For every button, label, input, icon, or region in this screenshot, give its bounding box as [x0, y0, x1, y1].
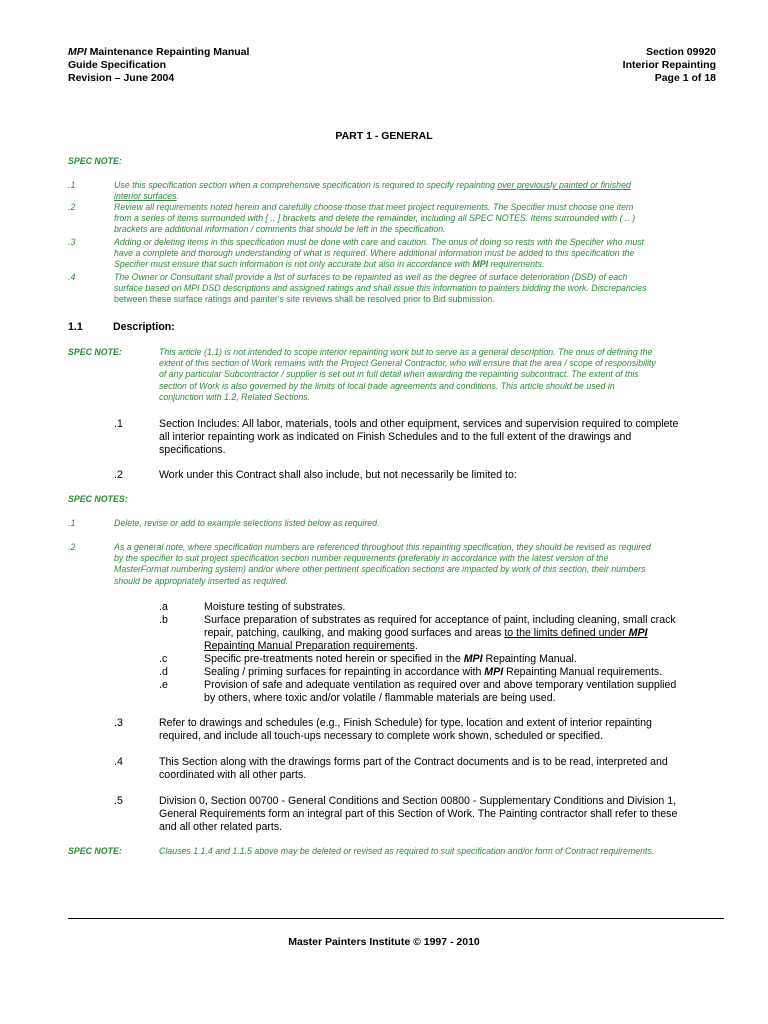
clause-text: Section Includes: All labor, materials, tools and other equipment, services and supervision required to complete all interior repainting work as indicated on Finish Schedules and to the full extent of the drawings and specifications.	[159, 418, 679, 457]
section-number: 1.1	[68, 321, 83, 333]
header-left	[68, 46, 249, 85]
header-page: Page 1 of 18	[654, 72, 716, 84]
sub-item-letter: .a	[159, 601, 168, 613]
spec-note-label: SPEC NOTE:	[68, 156, 122, 166]
spec-note-num: .3	[68, 237, 76, 247]
header-section: Section 09920	[645, 46, 716, 58]
header-section-title: Interior Repainting	[622, 59, 716, 71]
clause-number: .5	[114, 795, 123, 807]
section-title: Description:	[113, 321, 175, 333]
sub-item-text: Moisture testing of substrates.	[204, 601, 346, 613]
spec-note-item: The Owner or Consultant shall provide a list of surfaces to be repainted as well as the degree of surface deterioration (DSD) of each surface based on MPI DSD descriptions and assigned ratings and shall issue this information to painters bidding the work. Discrepancies between these surface ratings and painter's site reviews shall be resolved prior to Bid submission.	[114, 272, 647, 305]
spec-note-item: Adding or deleting items in this specification must be done with care and caution. The onus of doing so rests with the Specifier who must have a complete and thorough understanding of what is required. Where additional information must be added to this specification the Specifier must ensure that such information is not only accurate but also in accordance with MPI requirements.	[114, 237, 645, 270]
sub-item-text: Provision of safe and adequate ventilation as required over and above temporary ventilation supplied by others, where toxic and/or volatile / flammable materials are being used.	[204, 679, 677, 705]
sub-item-letter: .e	[159, 679, 168, 691]
spec-note-item: Use this specification section when a comprehensive specification is required to specify repainting over previously painted or finished interior surfaces.	[114, 180, 631, 202]
spec-note-text: This article (1.1) is not intended to scope interior repainting work but to serve as a general description. The onus of defining the extent of this section of Work remains with the Project General Contractor, who will ensure that the area / scope of responsibility of any particular Subcontractor / supplier is set out in full detail when awarding the repainting subcontract. The extent of this section of Work is also governed by the limits of local trade agreements and conditions. This article should be used in conjunction with 1.2, Related Sections.	[159, 347, 656, 402]
clause-number: .2	[114, 469, 123, 481]
spec-note-num: .1	[68, 180, 76, 190]
spec-note-label: SPEC NOTE:	[68, 347, 122, 357]
header-mpi: MPI	[68, 46, 87, 58]
sub-item-letter: .c	[159, 653, 168, 665]
sub-item-letter: .d	[159, 666, 168, 678]
header-manual-title: Maintenance Repainting Manual	[86, 46, 250, 58]
sub-item-text: Sealing / priming surfaces for repainting in accordance with MPI Repainting Manual requirements.	[204, 666, 663, 678]
spec-note-item: Review all requirements noted herein and carefully choose those that meet project requirements. The Specifier must choose one item from a series of items surrounded with [ .. ] brackets and delete the remainder, including all SPEC NOTES. Items surrounded with ( .. ) brackets are additional information / comments that should be left in the specification.	[114, 202, 636, 235]
header-revision: Revision – June 2004	[68, 72, 175, 84]
spec-note-text: As a general note, where specification numbers are referenced throughout this repainting specification, they should be revised as required by the specifier to suit project specification section number requirements (preferably in accordance with the latest version of the MasterFormat numbering system) and/or where other pertinent specification sections are impacted by work of this section, their numbers should be appropriately inserted as required.	[114, 542, 651, 586]
spec-note-text: Delete, revise or add to example selections listed below as required.	[114, 518, 380, 528]
spec-notes-label: SPEC NOTES:	[68, 494, 128, 504]
sub-item-text: Surface preparation of substrates as required for acceptance of paint, including cleaning, small crack repair, patching, caulking, and making good surfaces and areas to the limits defined under MPI Repainting Manual Preparation requirements.	[204, 614, 676, 653]
footer-rule	[68, 918, 724, 919]
clause-text: Work under this Contract shall also include, but not necessarily be limited to:	[159, 469, 517, 481]
spec-note-label: SPEC NOTE:	[68, 846, 122, 856]
spec-note-num: .2	[68, 542, 76, 552]
clause-text: This Section along with the drawings forms part of the Contract documents and is to be read, interpreted and coordinated with all other parts.	[159, 756, 668, 782]
clause-number: .3	[114, 717, 123, 729]
footer-copyright: Master Painters Institute © 1997 - 2010	[288, 936, 480, 948]
spec-note-num: .2	[68, 202, 76, 212]
part-title: PART 1 - GENERAL	[335, 130, 433, 142]
sub-item-text: Specific pre-treatments noted herein or specified in the MPI Repainting Manual.	[204, 653, 577, 665]
spec-note-text: Clauses 1.1.4 and 1.1.5 above may be deleted or revised as required to suit specification and/or form of Contract requirements.	[159, 846, 655, 856]
clause-number: .4	[114, 756, 123, 768]
clause-number: .1	[114, 418, 123, 430]
spec-note-num: .1	[68, 518, 76, 528]
header-guide: Guide Specification	[68, 59, 167, 71]
spec-note-num: .4	[68, 272, 76, 282]
clause-text: Division 0, Section 00700 - General Conditions and Section 00800 - Supplementary Conditions and Division 1, General Requirements form an integral part of this Section of Work. The Painting contractor shall refer to these and all other related parts.	[159, 795, 678, 834]
sub-item-letter: .b	[159, 614, 168, 626]
clause-text: Refer to drawings and schedules (e.g., Finish Schedule) for type, location and extent of interior repainting required, and include all touch-ups necessary to complete work shown, scheduled or specified.	[159, 717, 652, 743]
header-right	[623, 46, 716, 85]
